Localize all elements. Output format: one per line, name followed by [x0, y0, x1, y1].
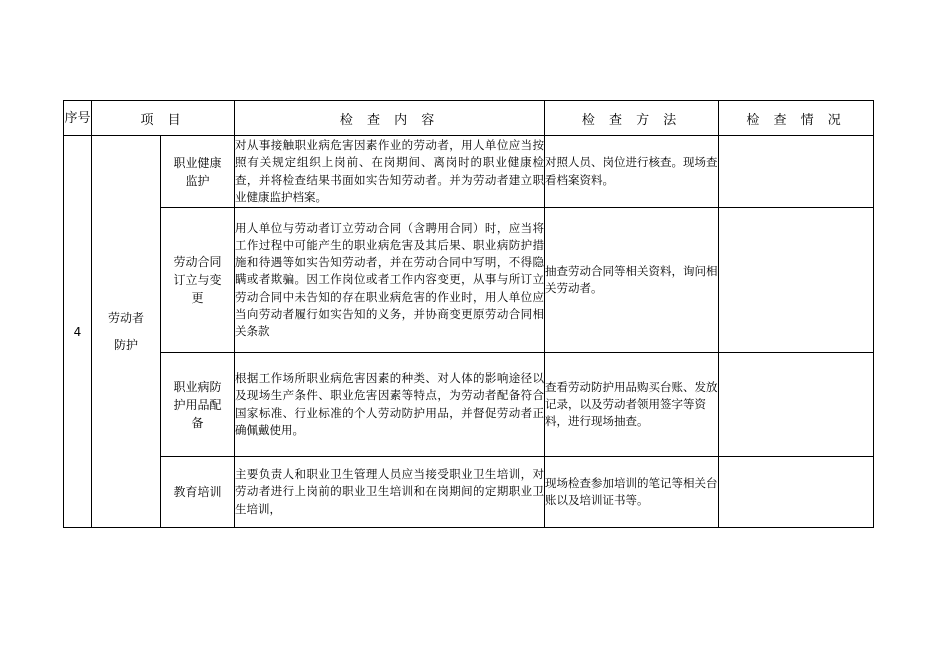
row-sub-item	[161, 457, 235, 528]
row-status[interactable]	[719, 208, 874, 353]
table-row	[64, 136, 874, 208]
sub-item-label: 职业病防护用品配备	[173, 379, 222, 430]
row-content	[235, 457, 545, 528]
table-row	[64, 208, 874, 353]
group-seq: 4	[64, 136, 92, 528]
header-content: 检 查 内 容	[235, 101, 545, 136]
method-text: 抽查劳动合同等相关资料，询问相关劳动者。	[545, 263, 718, 295]
method-text: 对照人员、岗位进行核查。现场查看档案资料。	[545, 155, 718, 187]
content-text: 根据工作场所职业病危害因素的种类、对人体的影响途径以及现场生产条件、职业危害因素等特点，为劳动者配备符合国家标准、行业标准的个人劳动防护用品，并督促劳动者正确佩戴使用。	[235, 371, 545, 437]
sub-item-label: 教育培训	[173, 485, 222, 499]
row-status[interactable]	[719, 353, 874, 457]
row-method	[545, 353, 719, 457]
content-text: 对从事接触职业病危害因素作业的劳动者，用人单位应当按照有关规定组织上岗前、在岗期间、离岗时的职业健康检查，并将检查结果书面如实告知劳动者。并为劳动者建立职业健康监护档案。	[235, 138, 545, 204]
header-method: 检 查 方 法	[545, 101, 719, 136]
row-method	[545, 136, 719, 208]
header-status: 检 查 情 况	[719, 101, 874, 136]
content-text: 主要负责人和职业卫生管理人员应当接受职业卫生培训，对劳动者进行上岗前的职业卫生培训和在岗期间的定期职业卫生培训，	[235, 467, 545, 516]
row-status[interactable]	[719, 457, 874, 528]
row-content	[235, 136, 545, 208]
table-row	[64, 353, 874, 457]
row-content	[235, 208, 545, 353]
group-category	[92, 136, 161, 528]
inspection-table	[63, 100, 874, 528]
header-item: 项 目	[92, 101, 235, 136]
row-method	[545, 208, 719, 353]
content-text: 用人单位与劳动者订立劳动合同（含聘用合同）时，应当将工作过程中可能产生的职业病危害及其后果、职业病防护措施和待遇等如实告知劳动者，并在劳动合同中写明，不得隐瞒或者欺骗。因工作岗位或者工作内容变更，从事与所订立劳动合同中未告知的存在职业病危害的作业时，用人单位应当向劳动者履行如实告知的义务，并协商变更原劳动合同相关条款	[235, 220, 545, 338]
sub-item-label: 职业健康监护	[173, 155, 222, 188]
category-label: 劳动者防护	[107, 310, 144, 352]
row-sub-item	[161, 208, 235, 353]
table-row	[64, 457, 874, 528]
header-row	[64, 101, 874, 136]
row-sub-item	[161, 136, 235, 208]
row-method	[545, 457, 719, 528]
row-status[interactable]	[719, 136, 874, 208]
row-sub-item	[161, 353, 235, 457]
sub-item-label: 劳动合同订立与变更	[173, 255, 222, 305]
row-content	[235, 353, 545, 457]
method-text: 现场检查参加培训的笔记等相关台账以及培训证书等。	[545, 475, 718, 507]
header-seq: 序号	[64, 101, 92, 136]
method-text: 查看劳动防护用品购买台账、发放记录，以及劳动者领用签字等资料，进行现场抽查。	[545, 379, 718, 429]
